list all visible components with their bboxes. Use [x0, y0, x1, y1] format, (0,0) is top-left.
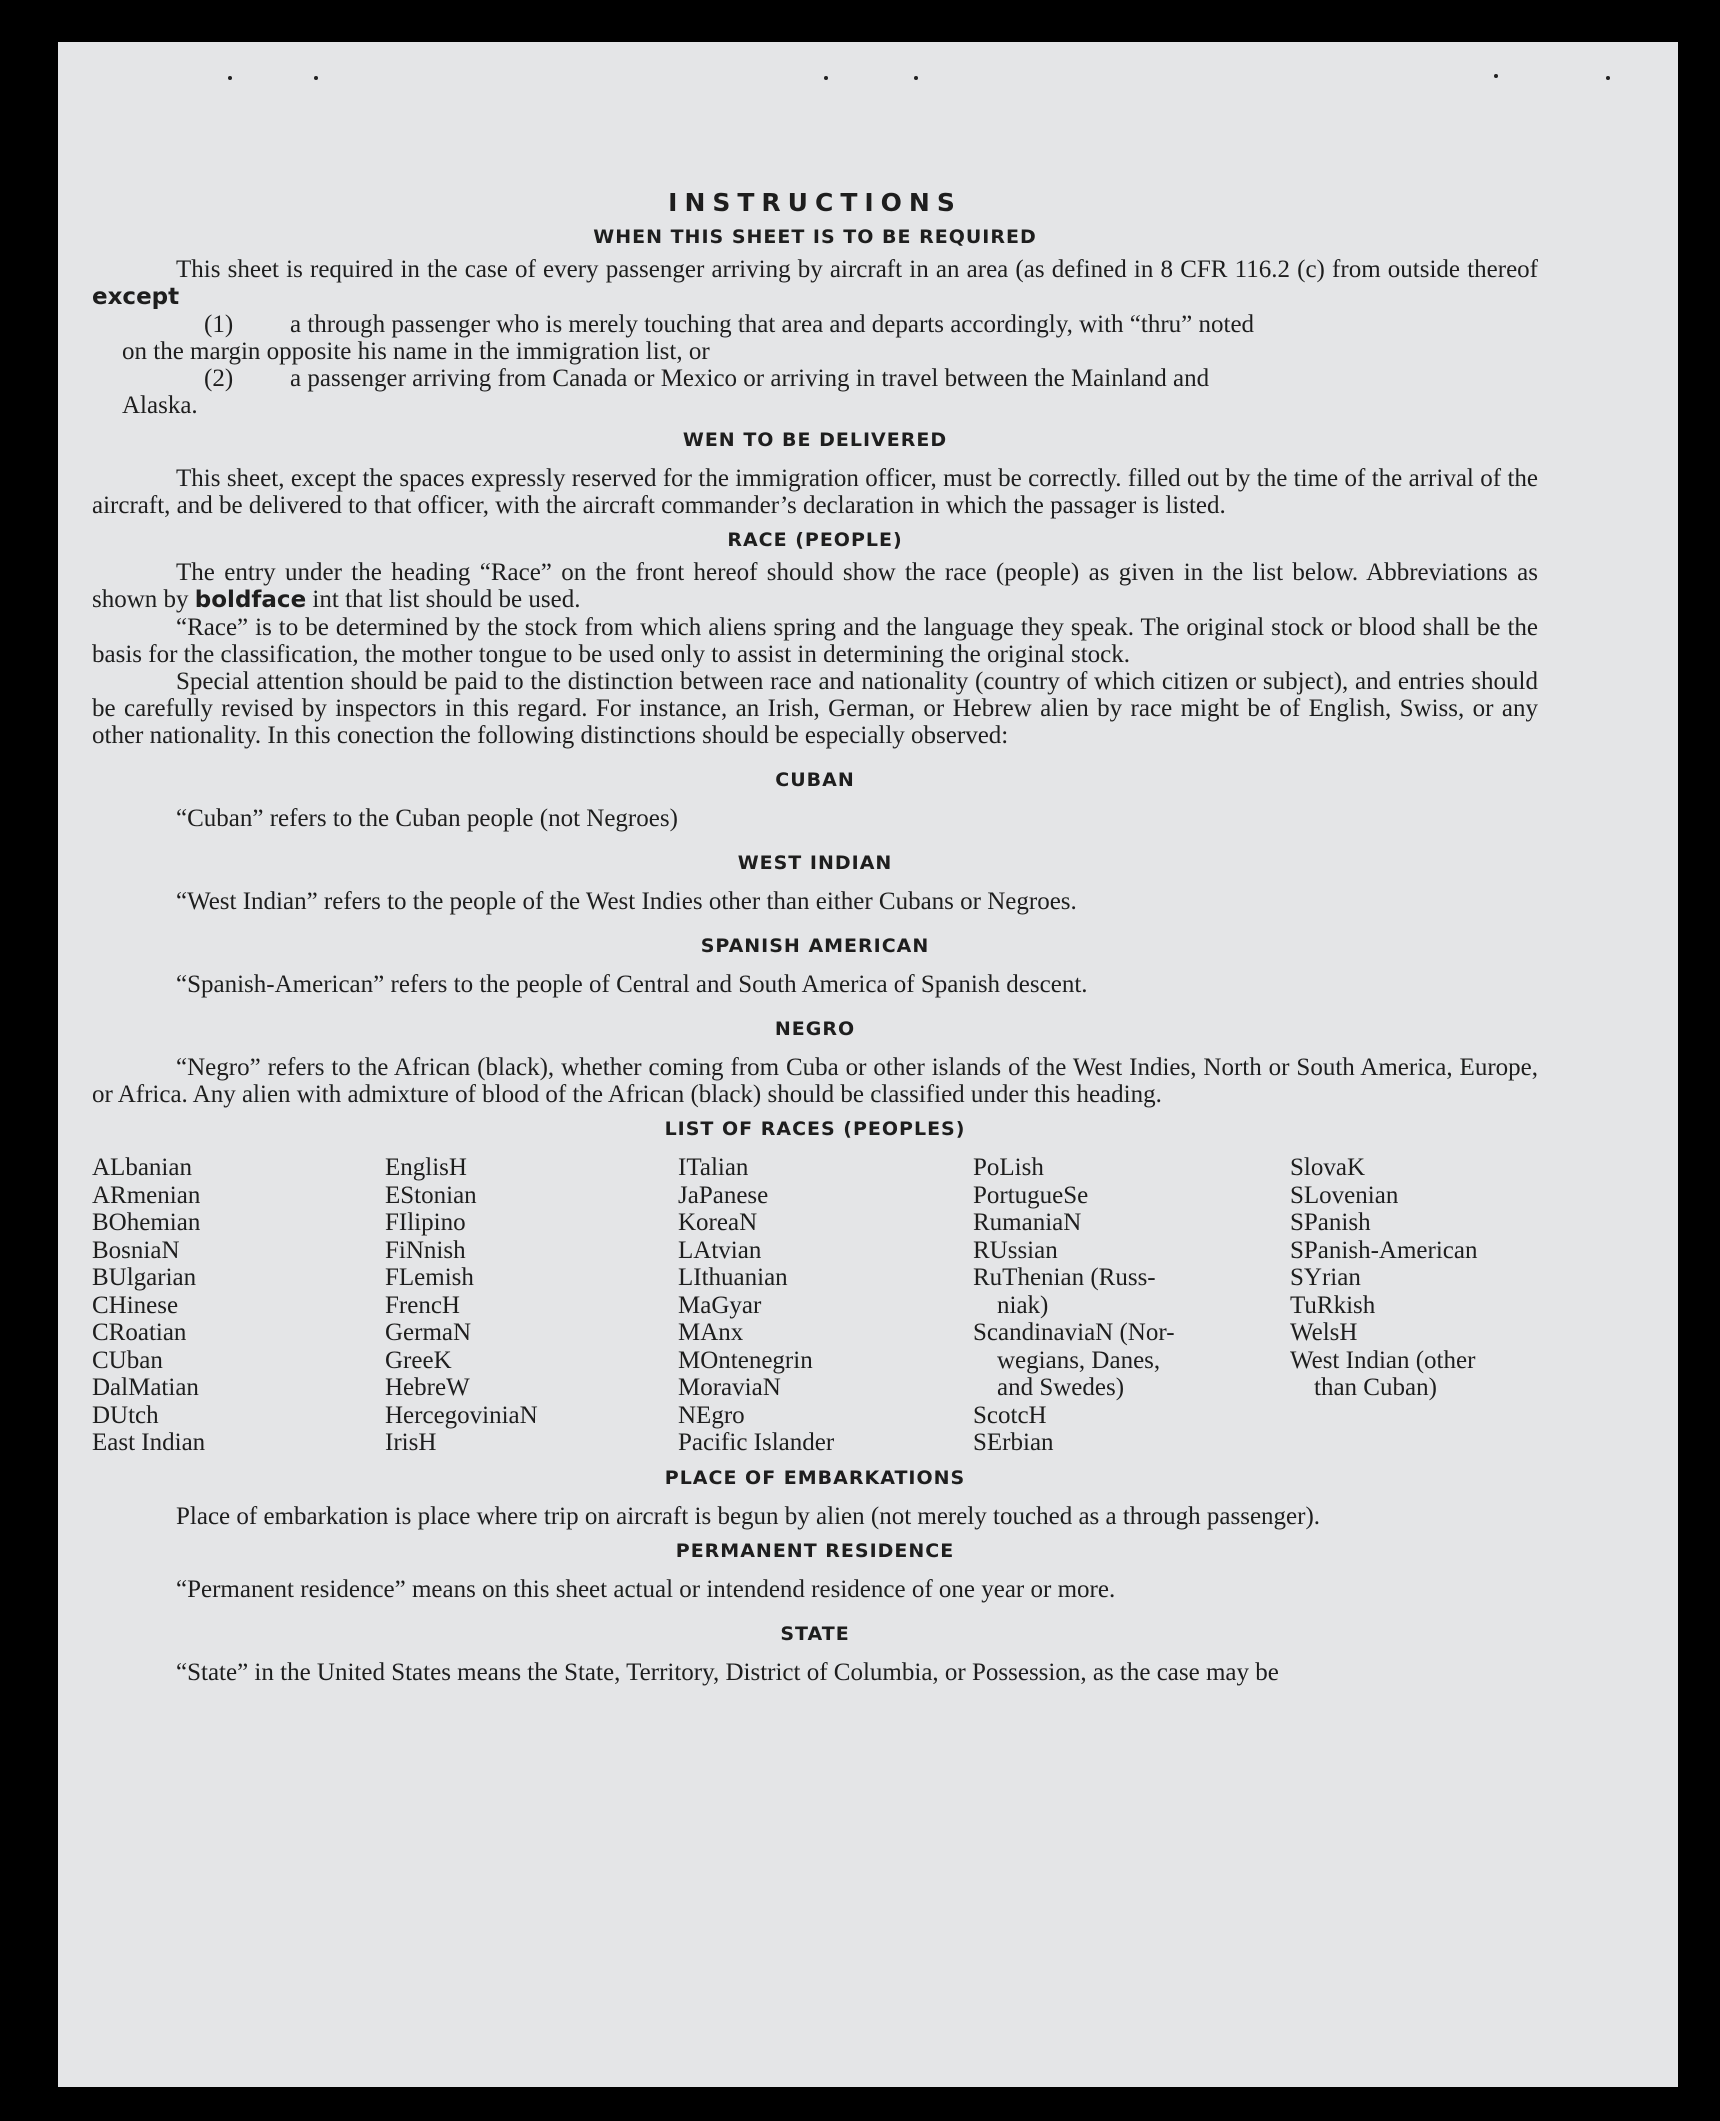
exception-item-2-cont: Alaska. — [122, 392, 198, 419]
race-entry: EStonian — [385, 1181, 477, 1209]
punch-mark — [1494, 74, 1498, 78]
race-p1: The entry under the heading “Race” on the front hereof should show the race (people) as given in the list below. Abbreviations as shown by boldface int that list should be used. — [92, 559, 1538, 613]
race-entry-cont: niak) — [997, 1291, 1049, 1319]
heading-race: RACE (PEOPLE) — [727, 529, 903, 551]
race-entry: GermaN — [385, 1319, 472, 1346]
race-entry: ITalian — [678, 1154, 749, 1181]
race-entry: HercegoviniaN — [385, 1401, 538, 1429]
race-entry: CUban — [92, 1346, 163, 1374]
state-text: “State” in the United States means the State, Territory, District of Columbia, or Possession, as the case may be — [176, 1658, 1279, 1686]
race-entry: PortugueSe — [973, 1181, 1089, 1209]
exception-item-1: (1) a through passenger who is merely touching that area and departs accordingly, with “thru” noted — [204, 311, 1255, 338]
race-entry: JaPanese — [678, 1181, 769, 1209]
heading-west-indian: WEST INDIAN — [737, 852, 893, 874]
race-entry: KoreaN — [678, 1209, 758, 1236]
race-entry-cont: and Swedes) — [997, 1374, 1125, 1401]
heading-cuban: CUBAN — [775, 769, 855, 791]
race-entry: MaGyar — [678, 1291, 762, 1319]
except-emphasis: except — [92, 284, 180, 310]
negro-text: “Negro” refers to the African (black), whether coming from Cuba or other islands of the West Indies, North or South America, Europe, or Africa. Any alien with admixture of blood of the African (black) should be classified under this heading. — [92, 1054, 1538, 1108]
races-column-1 — [92, 1154, 385, 1457]
heading-state: STATE — [780, 1622, 850, 1645]
heading-negro: NEGRO — [774, 1018, 856, 1040]
heading-embarkation: PLACE OF EMBARKATIONS — [664, 1466, 966, 1489]
punch-mark — [314, 76, 318, 80]
race-entry: PoLish — [973, 1154, 1044, 1181]
delivered-text: This sheet, except the spaces expressly reserved for the immigration officer, must be correctly. filled out by the time of the arrival of the aircraft, and be delivered to that officer, with the aircraft commander’s declaration in which the passager is listed. — [92, 465, 1538, 519]
punch-mark — [1606, 76, 1610, 80]
race-entry: SPanish — [1290, 1209, 1371, 1236]
race-p3: Special attention should be paid to the distinction between race and nationality (country of which citizen or subject), and entries should be carefully revised by inspectors in this regard. For instance, an Irish, German, or Hebrew alien by race might be of English, Swiss, or any other nationality. In this conection the following distinctions should be especially observed: — [92, 668, 1538, 749]
heading-residence: PERMANENT RESIDENCE — [675, 1539, 955, 1562]
race-entry: LAtvian — [678, 1236, 762, 1264]
required-intro: This sheet is required in the case of every passenger arriving by aircraft in an area (as defined in 8 CFR 116.2 (c) from outside thereof except — [92, 256, 1538, 310]
race-entry: FrencH — [385, 1291, 460, 1319]
race-entry: GreeK — [385, 1346, 452, 1374]
race-entry: BosniaN — [92, 1236, 180, 1264]
race-entry: Pacific Islander — [678, 1429, 835, 1456]
race-entry: FiNnish — [385, 1236, 466, 1264]
race-entry: MOntenegrin — [678, 1346, 813, 1374]
heading-delivered: WEN TO BE DELIVERED — [682, 429, 948, 451]
race-entry: MAnx — [678, 1319, 744, 1346]
race-entry: SlovaK — [1290, 1154, 1365, 1181]
punch-mark — [914, 76, 918, 80]
residence-text: “Permanent residence” means on this sheet actual or intendend residence of one year or more. — [176, 1575, 1116, 1603]
cuban-text: “Cuban” refers to the Cuban people (not Negroes) — [176, 805, 678, 832]
race-entry: IrisH — [385, 1429, 437, 1456]
punch-mark — [228, 76, 232, 80]
race-entry: CRoatian — [92, 1319, 187, 1346]
punch-mark — [824, 76, 828, 80]
document-page — [58, 42, 1678, 2087]
races-list — [92, 1154, 1538, 1457]
race-entry: ScotcH — [973, 1401, 1047, 1429]
race-entry: BOhemian — [92, 1209, 201, 1236]
races-column-4 — [973, 1154, 1290, 1457]
race-entry: ALbanian — [92, 1154, 192, 1181]
race-entry: HebreW — [385, 1374, 470, 1401]
race-entry: TuRkish — [1290, 1291, 1376, 1319]
race-entry: SErbian — [973, 1429, 1054, 1456]
race-entry: East Indian — [92, 1429, 206, 1456]
embarkation-text: Place of embarkation is place where trip on aircraft is begun by alien (not merely touched as a through passenger). — [176, 1502, 1321, 1530]
heading-list-of-races: LIST OF RACES (PEOPLES) — [664, 1118, 966, 1140]
exception-item-1-cont: on the margin opposite his name in the immigration list, or — [122, 338, 710, 365]
race-entry: NEgro — [678, 1401, 745, 1429]
race-entry: ScandinaviaN (Nor- — [973, 1319, 1175, 1346]
races-column-2 — [385, 1154, 678, 1457]
race-entry: DUtch — [92, 1401, 159, 1429]
race-entry: CHinese — [92, 1291, 179, 1319]
instructions-content — [92, 182, 1538, 1686]
races-column-5 — [1290, 1154, 1538, 1457]
race-entry-cont: wegians, Danes, — [997, 1346, 1161, 1374]
race-entry: ARmenian — [92, 1181, 201, 1209]
races-column-3 — [678, 1154, 973, 1457]
heading-spanish-american: SPANISH AMERICAN — [700, 935, 930, 957]
exception-item-2: (2) a passenger arriving from Canada or Mexico or arriving in travel between the Mainland and — [204, 365, 1210, 392]
race-entry: EnglisH — [385, 1154, 467, 1181]
race-entry: RuThenian (Russ- — [973, 1264, 1156, 1291]
race-entry-cont: than Cuban) — [1314, 1374, 1437, 1401]
race-entry: DalMatian — [92, 1374, 199, 1401]
race-entry: BUlgarian — [92, 1264, 197, 1291]
spanish-american-text: “Spanish-American” refers to the people of Central and South America of Spanish descent. — [176, 971, 1088, 998]
boldface-emphasis: boldface — [194, 587, 307, 613]
race-entry: FLemish — [385, 1264, 474, 1291]
race-entry: SYrian — [1290, 1264, 1361, 1291]
page-title: INSTRUCTIONS — [668, 188, 962, 217]
heading-required: WHEN THIS SHEET IS TO BE REQUIRED — [593, 226, 1037, 248]
race-entry: MoraviaN — [678, 1374, 781, 1401]
race-entry: RumaniaN — [973, 1209, 1082, 1236]
race-entry: RUssian — [973, 1236, 1058, 1264]
race-p2: “Race” is to be determined by the stock from which aliens spring and the language they speak. The original stock or blood shall be the basis for the classification, the mother tongue to be used only to assist in determining the original stock. — [92, 614, 1538, 668]
race-entry: SLovenian — [1290, 1181, 1399, 1209]
west-indian-text: “West Indian” refers to the people of the West Indies other than either Cubans or Negroes. — [176, 888, 1077, 915]
race-entry: West Indian (other — [1290, 1346, 1476, 1374]
race-entry: SPanish-American — [1290, 1236, 1478, 1264]
race-entry: FIlipino — [385, 1209, 466, 1236]
race-entry: WelsH — [1290, 1319, 1358, 1346]
race-entry: LIthuanian — [678, 1264, 788, 1291]
